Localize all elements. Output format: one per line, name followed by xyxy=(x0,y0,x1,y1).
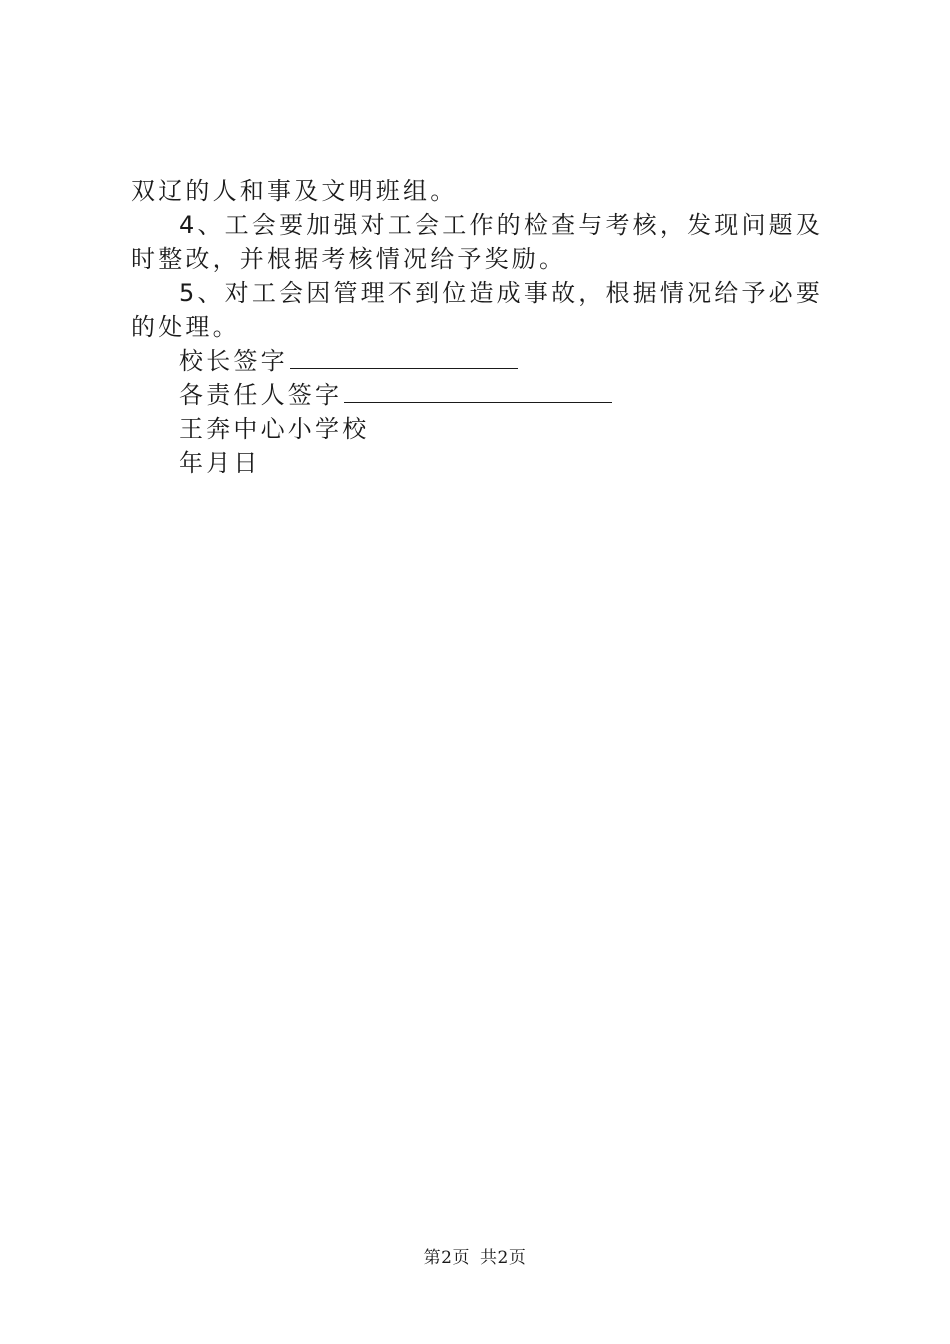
principal-signature-blank[interactable] xyxy=(290,346,518,369)
responsible-signature-line xyxy=(131,378,831,412)
date-label: 年月日 xyxy=(179,449,261,477)
paragraph-continuation: 双辽的人和事及文明班组。 xyxy=(131,177,458,205)
principal-signature-label: 校长签字 xyxy=(179,347,288,375)
page-footer xyxy=(0,1243,950,1268)
responsible-signature-blank[interactable] xyxy=(344,380,612,403)
paragraph-item-5: 5、对工会因管理不到位造成事故，根据情况给予必要的处理。 xyxy=(131,279,824,341)
document-body xyxy=(131,174,831,480)
school-name: 王奔中心小学校 xyxy=(179,415,370,443)
page-number-total: 共2页 xyxy=(480,1248,527,1268)
responsible-signature-label: 各责任人签字 xyxy=(179,381,343,409)
principal-signature-line xyxy=(131,344,831,378)
page-number-current: 第2页 xyxy=(423,1248,470,1268)
paragraph-item-4: 4、工会要加强对工会工作的检查与考核，发现问题及时整改，并根据考核情况给予奖励。 xyxy=(131,211,824,273)
